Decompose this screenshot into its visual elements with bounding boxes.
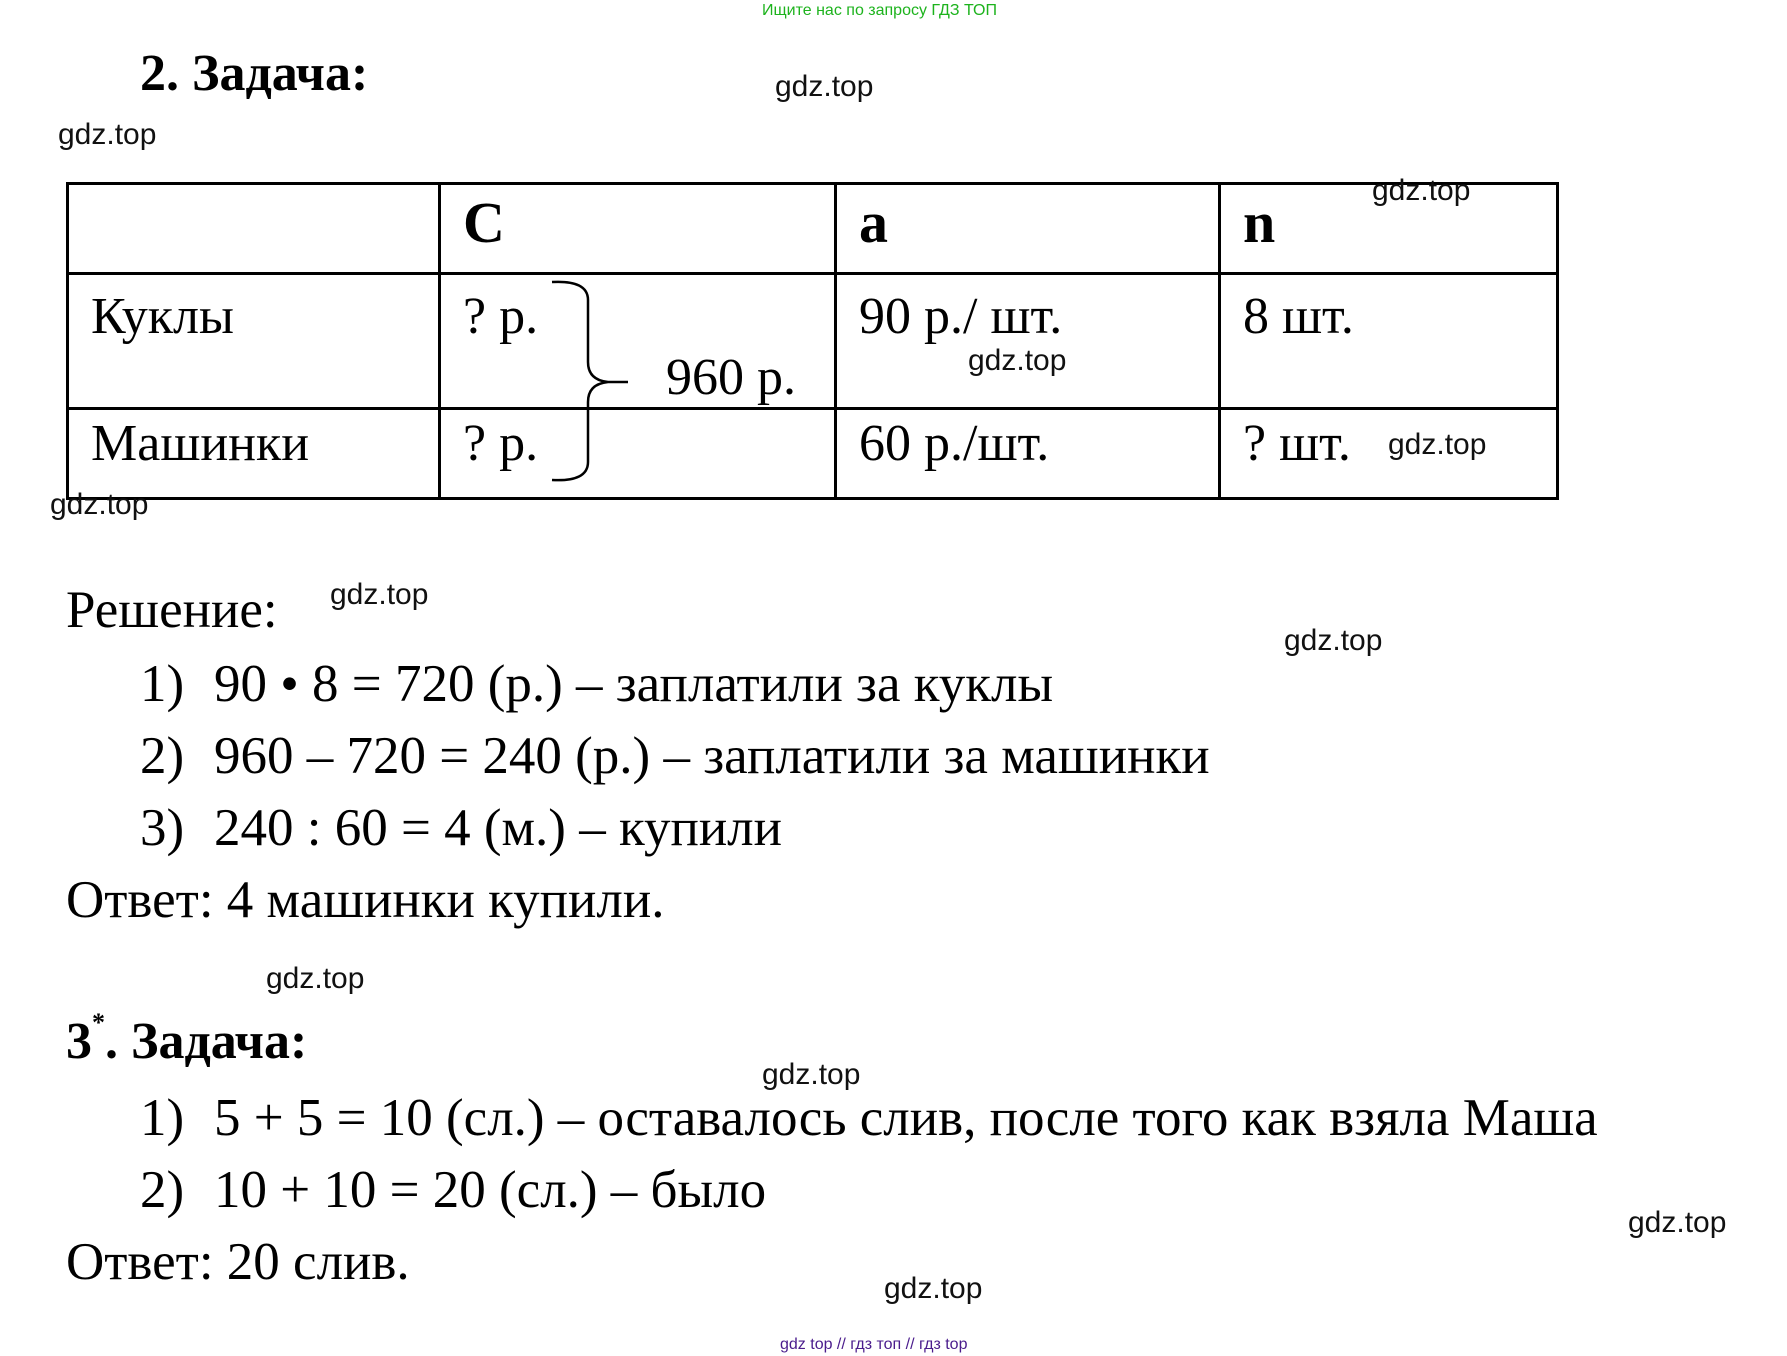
row-a-cell: 60 р./шт.: [836, 409, 1220, 499]
watermark: gdz.top: [330, 578, 429, 611]
watermark: gdz.top: [884, 1272, 983, 1305]
header-cell-a: a: [836, 184, 1220, 274]
solution-step: 1) 90 • 8 = 720 (р.) – заплатили за куклы: [140, 655, 1054, 713]
watermark: gdz.top: [50, 488, 149, 521]
row-name-cell: Куклы: [68, 274, 440, 409]
watermark: gdz.top: [968, 344, 1067, 377]
answer: Ответ: 20 слив.: [66, 1233, 410, 1291]
header-cell-c: C: [440, 184, 836, 274]
total-sum: 960 р.: [666, 349, 796, 406]
watermark: gdz.top: [1372, 174, 1471, 207]
task3-title: 3*. Задача:: [66, 1008, 308, 1070]
row-n-cell: 8 шт.: [1220, 274, 1558, 409]
solution-label: Решение:: [66, 581, 278, 639]
solution-step: 1) 5 + 5 = 10 (сл.) – оставалось слив, после того как взяла Маша: [140, 1089, 1598, 1147]
watermark: gdz.top: [1284, 624, 1383, 657]
row-c-cell: ? р.: [440, 274, 836, 409]
watermark: gdz.top: [266, 962, 365, 995]
watermark: gdz.top: [1628, 1206, 1727, 1239]
watermark: gdz.top: [775, 70, 874, 103]
watermark: gdz.top: [58, 118, 157, 151]
answer: Ответ: 4 машинки купили.: [66, 871, 665, 929]
watermark: gdz.top: [762, 1058, 861, 1091]
task2-title: 2. Задача:: [140, 45, 369, 102]
bottom-banner: gdz top // гдз топ // гдз top: [780, 1336, 968, 1353]
row-c-cell: ? р.: [440, 409, 836, 499]
top-banner: Ищите нас по запросу ГДЗ ТОП: [762, 2, 997, 19]
solution-step: 2) 960 – 720 = 240 (р.) – заплатили за машинки: [140, 727, 1210, 785]
watermark: gdz.top: [1388, 428, 1487, 461]
row-n-cell: ? шт.: [1220, 409, 1558, 499]
row-name-cell: Машинки: [68, 409, 440, 499]
header-cell-n: n: [1220, 184, 1558, 274]
solution-step: 2) 10 + 10 = 20 (сл.) – было: [140, 1161, 767, 1219]
solution-step: 3) 240 : 60 = 4 (м.) – купили: [140, 799, 782, 857]
row-a-cell: 90 р./ шт.: [836, 274, 1220, 409]
